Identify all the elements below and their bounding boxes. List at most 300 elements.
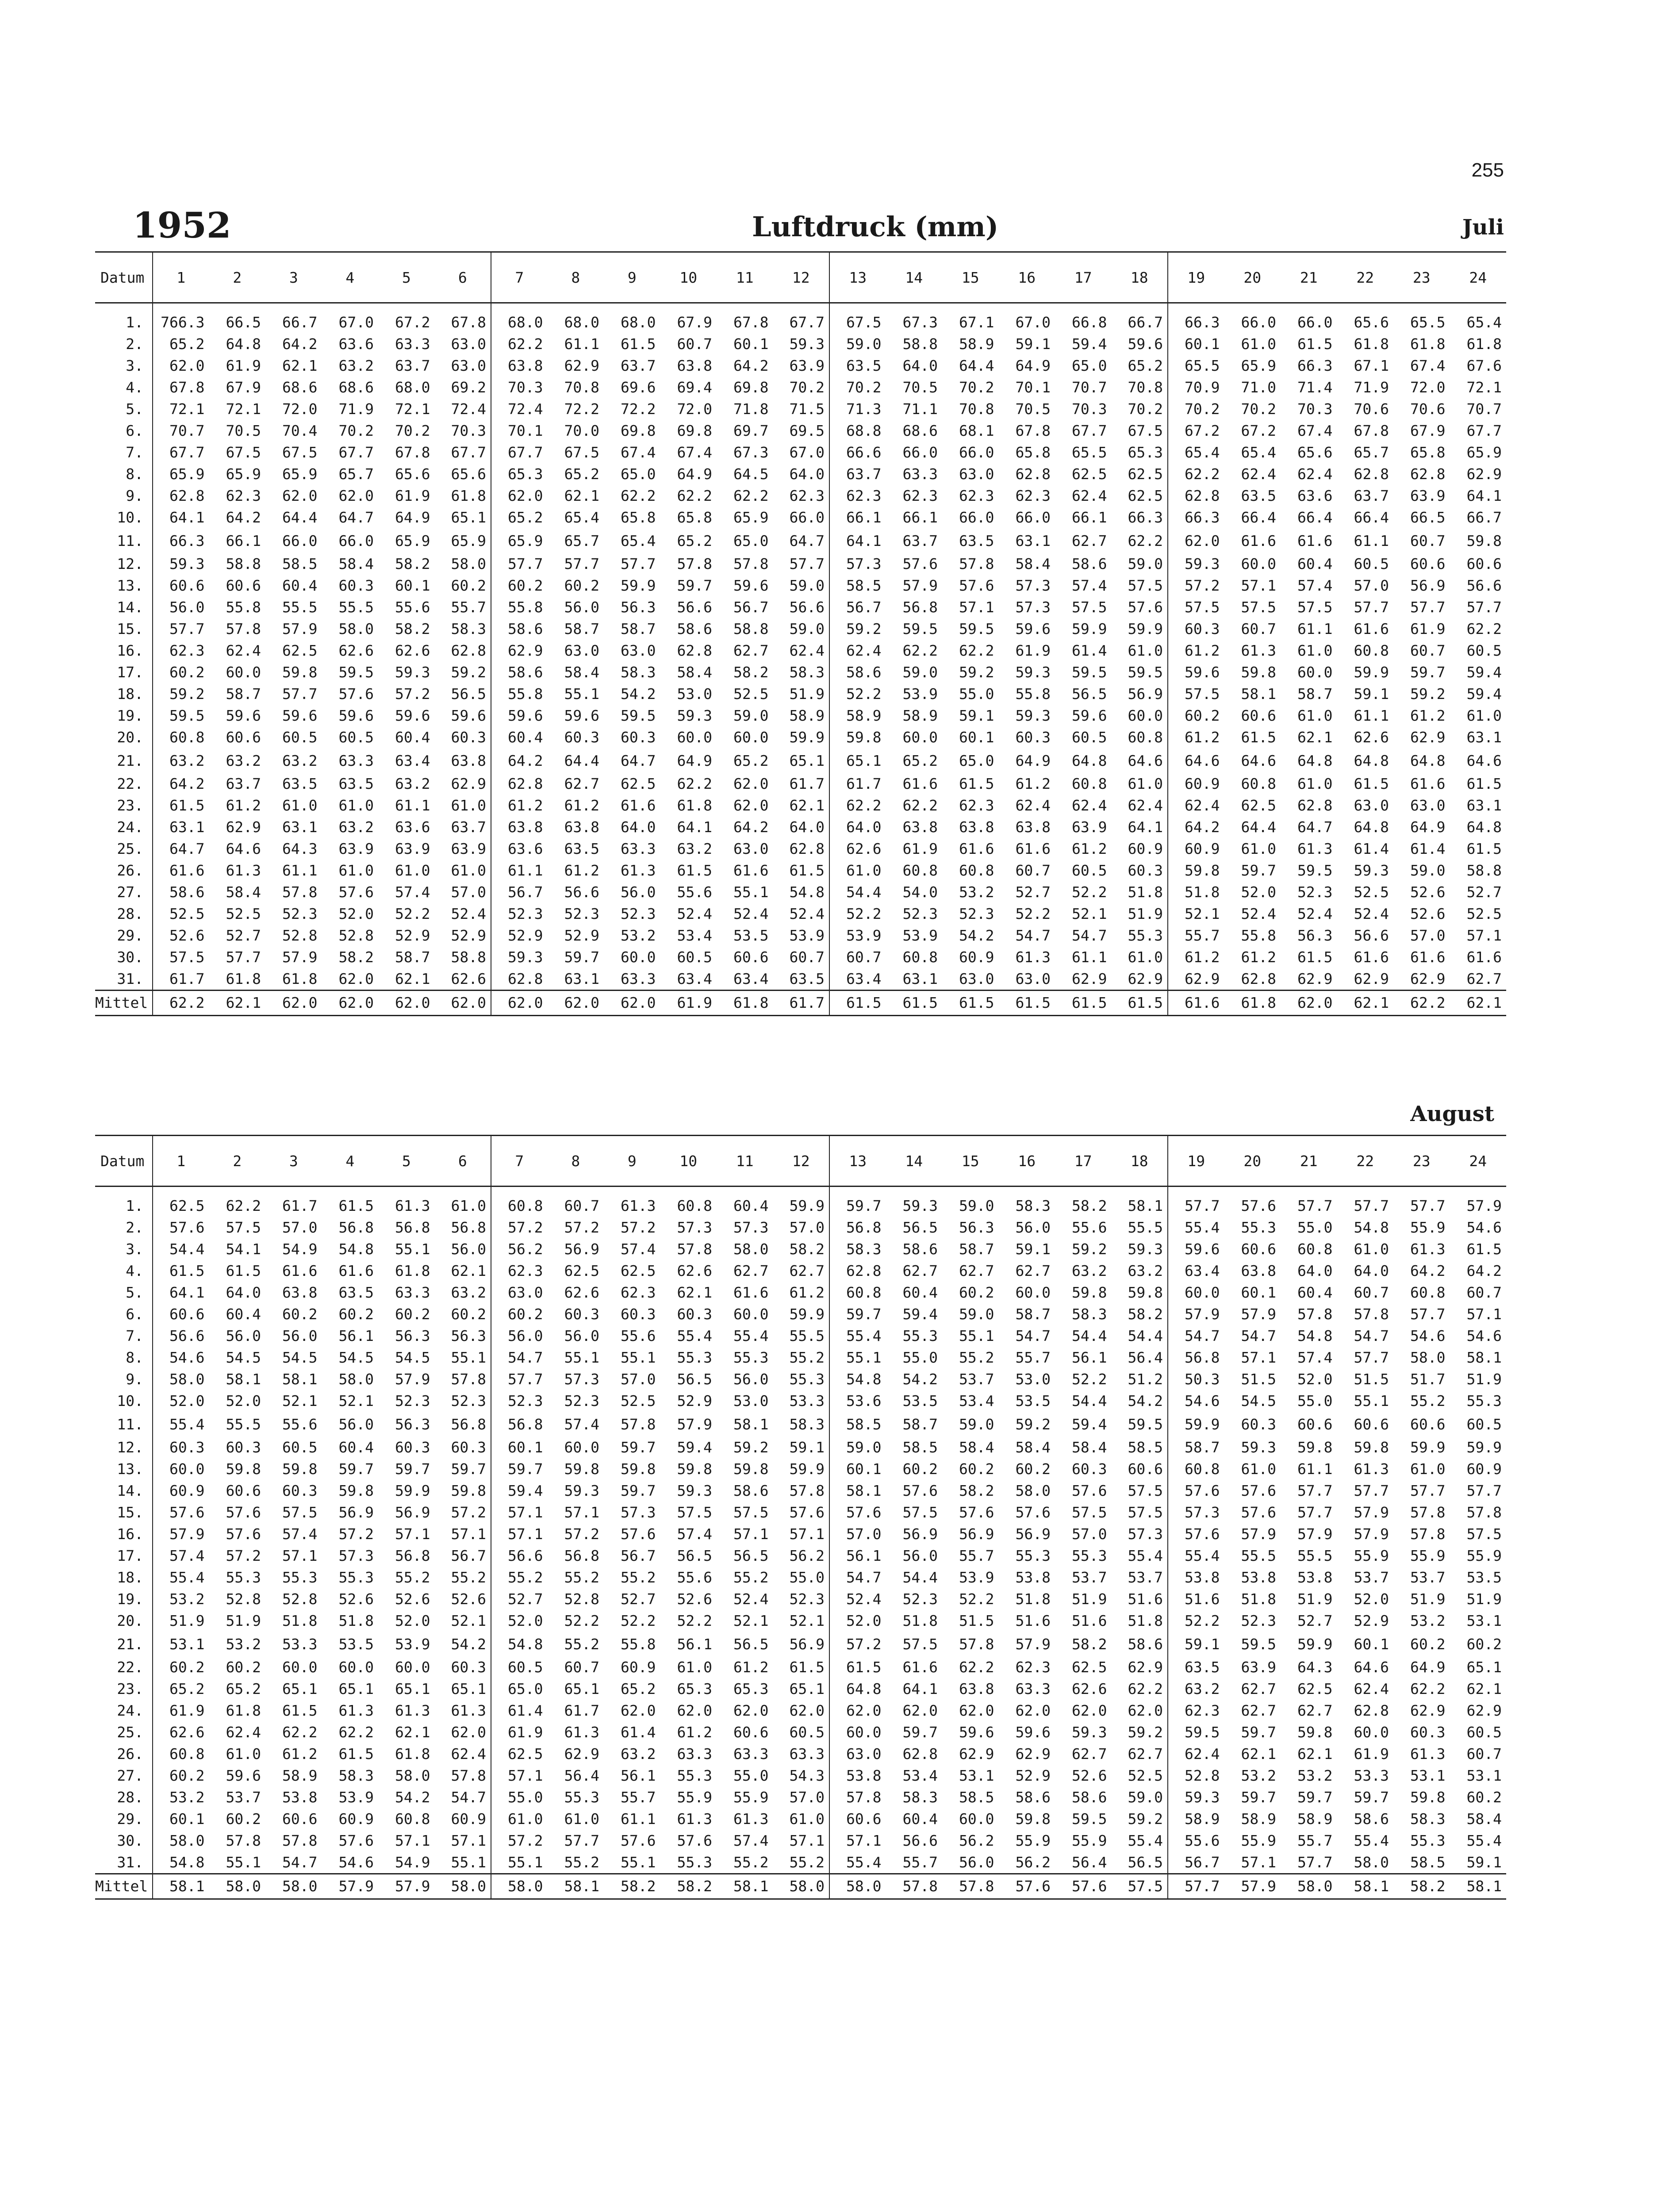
value-cell: 63.1 xyxy=(564,970,599,987)
value-cell: 57.6 xyxy=(959,1504,994,1521)
value-cell: 54.8 xyxy=(1297,1327,1333,1344)
value-cell: 58.9 xyxy=(846,707,882,724)
mean-cell: 58.2 xyxy=(660,1874,717,1899)
value-cell: 59.1 xyxy=(1354,685,1389,703)
value-cell: 52.3 xyxy=(902,905,938,922)
value-cell: 65.1 xyxy=(395,1680,430,1697)
day-cell: 17. xyxy=(95,1545,153,1567)
value-cell: 51.8 xyxy=(1112,1610,1168,1632)
value-cell: 57.7 xyxy=(282,685,318,703)
value-cell: 57.1 xyxy=(435,1523,491,1545)
value-cell: 58.6 xyxy=(508,620,543,637)
value-cell: 62.3 xyxy=(169,642,205,659)
value-cell: 59.5 xyxy=(1297,862,1333,879)
day-cell: 19. xyxy=(95,1588,153,1610)
value-cell: 55.4 xyxy=(1112,1830,1168,1851)
value-cell: 62.8 xyxy=(508,775,543,792)
value-cell: 55.4 xyxy=(169,1415,205,1433)
value-cell: 62.6 xyxy=(395,642,430,659)
value-cell: 57.6 xyxy=(338,1832,374,1849)
value-cell: 59.6 xyxy=(338,707,374,724)
value-cell: 63.5 xyxy=(564,840,599,857)
value-cell: 55.1 xyxy=(435,1347,491,1368)
value-cell: 62.2 xyxy=(282,1724,318,1741)
value-cell: 53.0 xyxy=(1015,1371,1051,1388)
value-cell: 54.5 xyxy=(282,1349,318,1366)
value-cell: 65.8 xyxy=(621,509,656,526)
value-cell: 56.0 xyxy=(1015,1219,1051,1236)
day-cell: 7. xyxy=(95,1325,153,1347)
value-cell: 52.4 xyxy=(846,1590,882,1608)
value-cell: 56.8 xyxy=(338,1219,374,1236)
value-cell: 67.9 xyxy=(1410,422,1446,439)
value-cell: 59.1 xyxy=(1015,335,1051,353)
value-cell: 60.6 xyxy=(226,577,261,594)
value-cell: 57.1 xyxy=(773,1830,830,1851)
value-cell: 64.8 xyxy=(1072,752,1107,769)
value-cell: 55.4 xyxy=(733,1327,769,1344)
value-cell: 59.7 xyxy=(846,1306,882,1323)
value-cell: 53.7 xyxy=(226,1789,261,1806)
value-cell: 65.2 xyxy=(902,752,938,769)
mean-cell: 61.9 xyxy=(660,991,717,1016)
value-cell: 52.4 xyxy=(733,1590,769,1608)
value-cell: 58.3 xyxy=(902,1789,938,1806)
value-cell: 61.4 xyxy=(1072,642,1107,659)
value-cell: 55.2 xyxy=(621,1569,656,1586)
value-cell: 60.5 xyxy=(677,949,712,966)
value-cell: 52.2 xyxy=(846,905,882,922)
value-cell: 63.8 xyxy=(564,818,599,836)
value-cell: 62.6 xyxy=(1072,1680,1107,1697)
value-cell: 62.9 xyxy=(1297,970,1333,987)
value-cell: 62.5 xyxy=(1112,485,1168,507)
day-cell: 5. xyxy=(95,398,153,420)
column-header-hour: 12 xyxy=(773,1136,830,1187)
value-cell: 51.9 xyxy=(1072,1590,1107,1608)
value-cell: 62.7 xyxy=(1072,532,1107,549)
value-cell: 70.5 xyxy=(226,422,261,439)
value-cell: 60.3 xyxy=(1072,1460,1107,1478)
value-cell: 63.4 xyxy=(846,970,882,987)
value-cell: 60.4 xyxy=(338,1439,374,1456)
value-cell: 58.4 xyxy=(1015,1439,1051,1456)
value-cell: 57.3 xyxy=(677,1219,712,1236)
value-cell: 59.9 xyxy=(1185,1415,1220,1433)
value-cell: 61.4 xyxy=(621,1724,656,1741)
value-cell: 60.7 xyxy=(1410,642,1446,659)
value-cell: 63.7 xyxy=(226,775,261,792)
value-cell: 56.1 xyxy=(1072,1349,1107,1366)
column-header-hour: 5 xyxy=(378,252,435,303)
value-cell: 55.3 xyxy=(226,1569,261,1586)
value-cell: 61.3 xyxy=(1015,949,1051,966)
value-cell: 52.3 xyxy=(508,1392,543,1409)
value-cell: 68.0 xyxy=(621,314,656,331)
value-cell: 53.9 xyxy=(338,1789,374,1806)
value-cell: 62.8 xyxy=(902,1745,938,1763)
value-cell: 56.6 xyxy=(1466,577,1502,594)
day-cell: 27. xyxy=(95,881,153,903)
value-cell: 61.2 xyxy=(282,1745,318,1763)
table-row xyxy=(95,420,1506,442)
mean-cell: 62.0 xyxy=(378,991,435,1016)
value-cell: 65.9 xyxy=(169,465,205,483)
value-cell: 60.3 xyxy=(1015,729,1051,746)
value-cell: 57.0 xyxy=(621,1371,656,1388)
value-cell: 55.6 xyxy=(621,1327,656,1344)
value-cell: 62.4 xyxy=(1297,465,1333,483)
value-cell: 54.6 xyxy=(1466,1327,1502,1344)
value-cell: 59.8 xyxy=(435,1480,491,1502)
value-cell: 59.3 xyxy=(1112,1238,1168,1260)
column-header-hour: 18 xyxy=(1112,1136,1168,1187)
value-cell: 61.6 xyxy=(1241,532,1276,549)
value-cell: 57.5 xyxy=(1297,599,1333,616)
value-cell: 68.1 xyxy=(959,422,994,439)
value-cell: 59.1 xyxy=(1466,1854,1502,1871)
value-cell: 62.8 xyxy=(773,838,830,860)
value-cell: 68.6 xyxy=(282,379,318,396)
value-cell: 65.8 xyxy=(1410,444,1446,461)
column-header-hour: 6 xyxy=(435,252,491,303)
value-cell: 70.3 xyxy=(1297,400,1333,418)
value-cell: 61.0 xyxy=(508,1810,543,1828)
value-cell: 57.1 xyxy=(773,1523,830,1545)
value-cell: 59.5 xyxy=(1112,1412,1168,1436)
table-row xyxy=(95,1217,1506,1238)
value-cell: 62.0 xyxy=(282,487,318,504)
column-header-hour: 19 xyxy=(1168,252,1224,303)
value-cell: 57.7 xyxy=(508,1371,543,1388)
value-cell: 58.2 xyxy=(1072,1635,1107,1653)
table-row xyxy=(95,376,1506,398)
value-cell: 52.9 xyxy=(508,927,543,944)
value-cell: 60.4 xyxy=(733,1197,769,1214)
value-cell: 56.9 xyxy=(395,1504,430,1521)
value-cell: 59.3 xyxy=(677,1482,712,1499)
value-cell: 63.3 xyxy=(1015,1680,1051,1697)
value-cell: 62.8 xyxy=(1015,465,1051,483)
value-cell: 61.6 xyxy=(902,775,938,792)
value-cell: 65.1 xyxy=(773,1678,830,1700)
value-cell: 58.4 xyxy=(226,883,261,901)
value-cell: 64.9 xyxy=(1410,818,1446,836)
value-cell: 61.0 xyxy=(435,860,491,881)
value-cell: 62.2 xyxy=(1112,528,1168,553)
value-cell: 57.3 xyxy=(564,1371,599,1388)
value-cell: 52.3 xyxy=(435,1390,491,1412)
month-label-august: August xyxy=(1410,1102,1494,1126)
value-cell: 59.9 xyxy=(621,577,656,594)
value-cell: 57.4 xyxy=(1297,1349,1333,1366)
value-cell: 63.9 xyxy=(1072,818,1107,836)
value-cell: 62.2 xyxy=(733,487,769,504)
value-cell: 53.2 xyxy=(169,1590,205,1608)
value-cell: 66.1 xyxy=(226,532,261,549)
value-cell: 63.5 xyxy=(959,532,994,549)
value-cell: 59.6 xyxy=(1072,707,1107,724)
value-cell: 52.3 xyxy=(282,905,318,922)
value-cell: 59.9 xyxy=(773,1187,830,1217)
value-cell: 71.0 xyxy=(1241,379,1276,396)
value-cell: 63.1 xyxy=(1015,532,1051,549)
value-cell: 58.2 xyxy=(773,1238,830,1260)
value-cell: 61.5 xyxy=(1297,949,1333,966)
value-cell: 64.6 xyxy=(226,840,261,857)
value-cell: 63.5 xyxy=(282,775,318,792)
value-cell: 65.0 xyxy=(733,532,769,549)
value-cell: 52.1 xyxy=(435,1610,491,1632)
value-cell: 60.0 xyxy=(564,1439,599,1456)
value-cell: 57.3 xyxy=(338,1547,374,1564)
value-cell: 62.5 xyxy=(169,1197,205,1214)
value-cell: 60.8 xyxy=(395,1810,430,1828)
value-cell: 57.3 xyxy=(846,555,882,572)
mean-cell: 62.0 xyxy=(1281,991,1337,1016)
value-cell: 55.5 xyxy=(282,599,318,616)
value-cell: 52.3 xyxy=(508,905,543,922)
value-cell: 57.9 xyxy=(1354,1525,1389,1543)
day-cell: 22. xyxy=(95,1656,153,1678)
value-cell: 56.2 xyxy=(959,1832,994,1849)
value-cell: 67.2 xyxy=(1185,422,1220,439)
value-cell: 55.1 xyxy=(1354,1392,1389,1409)
value-cell: 51.8 xyxy=(1185,883,1220,901)
value-cell: 52.4 xyxy=(1297,905,1333,922)
value-cell: 62.4 xyxy=(1112,795,1168,816)
table-row xyxy=(95,1567,1506,1588)
value-cell: 61.1 xyxy=(508,862,543,879)
value-cell: 63.6 xyxy=(1297,487,1333,504)
value-cell: 58.5 xyxy=(282,555,318,572)
value-cell: 56.1 xyxy=(677,1635,712,1653)
value-cell: 68.6 xyxy=(902,422,938,439)
column-header-hour: 21 xyxy=(1281,1136,1337,1187)
value-cell: 57.8 xyxy=(959,555,994,572)
value-cell: 59.5 xyxy=(1112,661,1168,683)
value-cell: 59.6 xyxy=(1015,1724,1051,1741)
value-cell: 65.1 xyxy=(435,507,491,528)
value-cell: 52.1 xyxy=(282,1392,318,1409)
value-cell: 56.0 xyxy=(902,1547,938,1564)
value-cell: 59.1 xyxy=(1015,1240,1051,1258)
value-cell: 57.5 xyxy=(902,1635,938,1653)
value-cell: 62.4 xyxy=(435,1743,491,1765)
day-cell: 24. xyxy=(95,816,153,838)
table-row xyxy=(95,1390,1506,1412)
value-cell: 57.5 xyxy=(1241,599,1276,616)
day-cell: 29. xyxy=(95,1808,153,1830)
value-cell: 65.6 xyxy=(1354,314,1389,331)
mean-row xyxy=(95,1874,1506,1899)
column-header-hour: 9 xyxy=(604,1136,660,1187)
value-cell: 57.5 xyxy=(1185,685,1220,703)
value-cell: 61.4 xyxy=(1354,840,1389,857)
value-cell: 65.2 xyxy=(621,1680,656,1697)
value-cell: 61.4 xyxy=(508,1702,543,1719)
value-cell: 67.5 xyxy=(1112,420,1168,442)
value-cell: 60.6 xyxy=(282,1810,318,1828)
value-cell: 57.4 xyxy=(677,1525,712,1543)
value-cell: 52.2 xyxy=(959,1590,994,1608)
pressure-table-august xyxy=(95,1135,1506,1900)
value-cell: 52.9 xyxy=(1015,1767,1051,1784)
value-cell: 61.7 xyxy=(282,1197,318,1214)
value-cell: 59.6 xyxy=(282,707,318,724)
value-cell: 65.9 xyxy=(508,532,543,549)
column-header-hour: 9 xyxy=(604,252,660,303)
value-cell: 59.0 xyxy=(1112,1786,1168,1808)
value-cell: 59.6 xyxy=(564,707,599,724)
mean-label: Mittel xyxy=(95,1874,153,1899)
day-cell: 1. xyxy=(95,303,153,334)
value-cell: 63.0 xyxy=(435,333,491,355)
value-cell: 64.0 xyxy=(621,818,656,836)
value-cell: 55.8 xyxy=(621,1635,656,1653)
table-row xyxy=(95,925,1506,946)
value-cell: 62.8 xyxy=(1410,465,1446,483)
value-cell: 57.8 xyxy=(282,883,318,901)
mean-cell: 58.0 xyxy=(209,1874,266,1899)
value-cell: 64.1 xyxy=(677,818,712,836)
value-cell: 58.1 xyxy=(282,1371,318,1388)
value-cell: 62.7 xyxy=(1297,1702,1333,1719)
value-cell: 62.0 xyxy=(1072,1702,1107,1719)
value-cell: 69.2 xyxy=(435,376,491,398)
value-cell: 60.1 xyxy=(1241,1284,1276,1301)
page-title: Luftdruck (mm) xyxy=(752,211,999,243)
value-cell: 61.1 xyxy=(1297,1460,1333,1478)
value-cell: 70.2 xyxy=(959,379,994,396)
value-cell: 54.9 xyxy=(395,1854,430,1871)
day-cell: 12. xyxy=(95,553,153,575)
value-cell: 52.3 xyxy=(773,1588,830,1610)
value-cell: 62.3 xyxy=(1015,1659,1051,1676)
value-cell: 57.4 xyxy=(282,1525,318,1543)
value-cell: 64.4 xyxy=(564,752,599,769)
value-cell: 56.0 xyxy=(564,599,599,616)
value-cell: 58.5 xyxy=(846,1415,882,1433)
value-cell: 56.4 xyxy=(1112,1347,1168,1368)
value-cell: 60.4 xyxy=(508,729,543,746)
value-cell: 59.3 xyxy=(773,333,830,355)
value-cell: 72.1 xyxy=(226,400,261,418)
value-cell: 59.0 xyxy=(902,664,938,681)
day-cell: 21. xyxy=(95,748,153,773)
value-cell: 63.7 xyxy=(1354,487,1389,504)
value-cell: 52.5 xyxy=(226,905,261,922)
mean-cell: 58.1 xyxy=(548,1874,604,1899)
value-cell: 57.6 xyxy=(338,883,374,901)
value-cell: 55.9 xyxy=(1015,1832,1051,1849)
value-cell: 64.1 xyxy=(902,1680,938,1697)
value-cell: 56.8 xyxy=(395,1219,430,1236)
value-cell: 52.4 xyxy=(733,905,769,922)
table-row xyxy=(95,553,1506,575)
column-header-hour: 18 xyxy=(1112,252,1168,303)
day-cell: 15. xyxy=(95,1502,153,1523)
value-cell: 51.9 xyxy=(1466,1590,1502,1608)
value-cell: 61.3 xyxy=(395,1197,430,1214)
value-cell: 62.6 xyxy=(564,1284,599,1301)
value-cell: 70.2 xyxy=(338,422,374,439)
value-cell: 71.9 xyxy=(338,400,374,418)
value-cell: 61.5 xyxy=(773,1656,830,1678)
value-cell: 62.4 xyxy=(226,1724,261,1741)
table-row xyxy=(95,618,1506,640)
value-cell: 62.8 xyxy=(1297,797,1333,814)
value-cell: 60.8 xyxy=(1297,1240,1333,1258)
year-label: 1952 xyxy=(133,204,231,246)
value-cell: 61.8 xyxy=(435,485,491,507)
value-cell: 51.9 xyxy=(1297,1590,1333,1608)
day-cell: 17. xyxy=(95,661,153,683)
value-cell: 60.5 xyxy=(282,729,318,746)
value-cell: 52.5 xyxy=(1112,1765,1168,1786)
value-cell: 57.7 xyxy=(773,553,830,575)
value-cell: 64.8 xyxy=(226,335,261,353)
value-cell: 61.6 xyxy=(169,862,205,879)
value-cell: 64.1 xyxy=(1112,816,1168,838)
value-cell: 51.6 xyxy=(1112,1588,1168,1610)
value-cell: 65.8 xyxy=(677,509,712,526)
value-cell: 58.7 xyxy=(1185,1439,1220,1456)
value-cell: 57.3 xyxy=(1015,577,1051,594)
value-cell: 55.7 xyxy=(621,1789,656,1806)
column-header-hour: 13 xyxy=(829,252,886,303)
value-cell: 59.0 xyxy=(846,335,882,353)
value-cell: 61.6 xyxy=(959,840,994,857)
value-cell: 52.0 xyxy=(1354,1590,1389,1608)
day-cell: 11. xyxy=(95,528,153,553)
value-cell: 55.2 xyxy=(773,1851,830,1874)
data-table xyxy=(95,1135,1506,1900)
mean-cell: 62.0 xyxy=(491,991,548,1016)
mean-cell: 61.5 xyxy=(1112,991,1168,1016)
value-cell: 69.4 xyxy=(677,379,712,396)
value-cell: 62.4 xyxy=(1185,1745,1220,1763)
day-cell: 16. xyxy=(95,1523,153,1545)
value-cell: 63.7 xyxy=(435,816,491,838)
value-cell: 62.2 xyxy=(621,487,656,504)
value-cell: 53.2 xyxy=(621,927,656,944)
value-cell: 64.9 xyxy=(1015,357,1051,374)
value-cell: 59.7 xyxy=(338,1460,374,1478)
value-cell: 58.1 xyxy=(1466,1349,1502,1366)
day-cell: 16. xyxy=(95,640,153,661)
value-cell: 61.6 xyxy=(1354,620,1389,637)
value-cell: 58.4 xyxy=(677,664,712,681)
value-cell: 57.1 xyxy=(508,1504,543,1521)
mean-cell: 58.0 xyxy=(265,1874,322,1899)
value-cell: 61.6 xyxy=(282,1262,318,1279)
value-cell: 57.5 xyxy=(1072,599,1107,616)
value-cell: 59.7 xyxy=(621,1482,656,1499)
value-cell: 57.7 xyxy=(1297,1854,1333,1871)
value-cell: 61.3 xyxy=(395,1702,430,1719)
value-cell: 62.4 xyxy=(1015,797,1051,814)
value-cell: 64.8 xyxy=(1297,752,1333,769)
value-cell: 54.2 xyxy=(395,1789,430,1806)
value-cell: 58.4 xyxy=(959,1439,994,1456)
value-cell: 65.1 xyxy=(282,1680,318,1697)
value-cell: 59.7 xyxy=(846,1197,882,1214)
value-cell: 61.6 xyxy=(733,1284,769,1301)
value-cell: 63.2 xyxy=(1185,1680,1220,1697)
value-cell: 66.0 xyxy=(773,507,830,528)
value-cell: 57.5 xyxy=(677,1504,712,1521)
